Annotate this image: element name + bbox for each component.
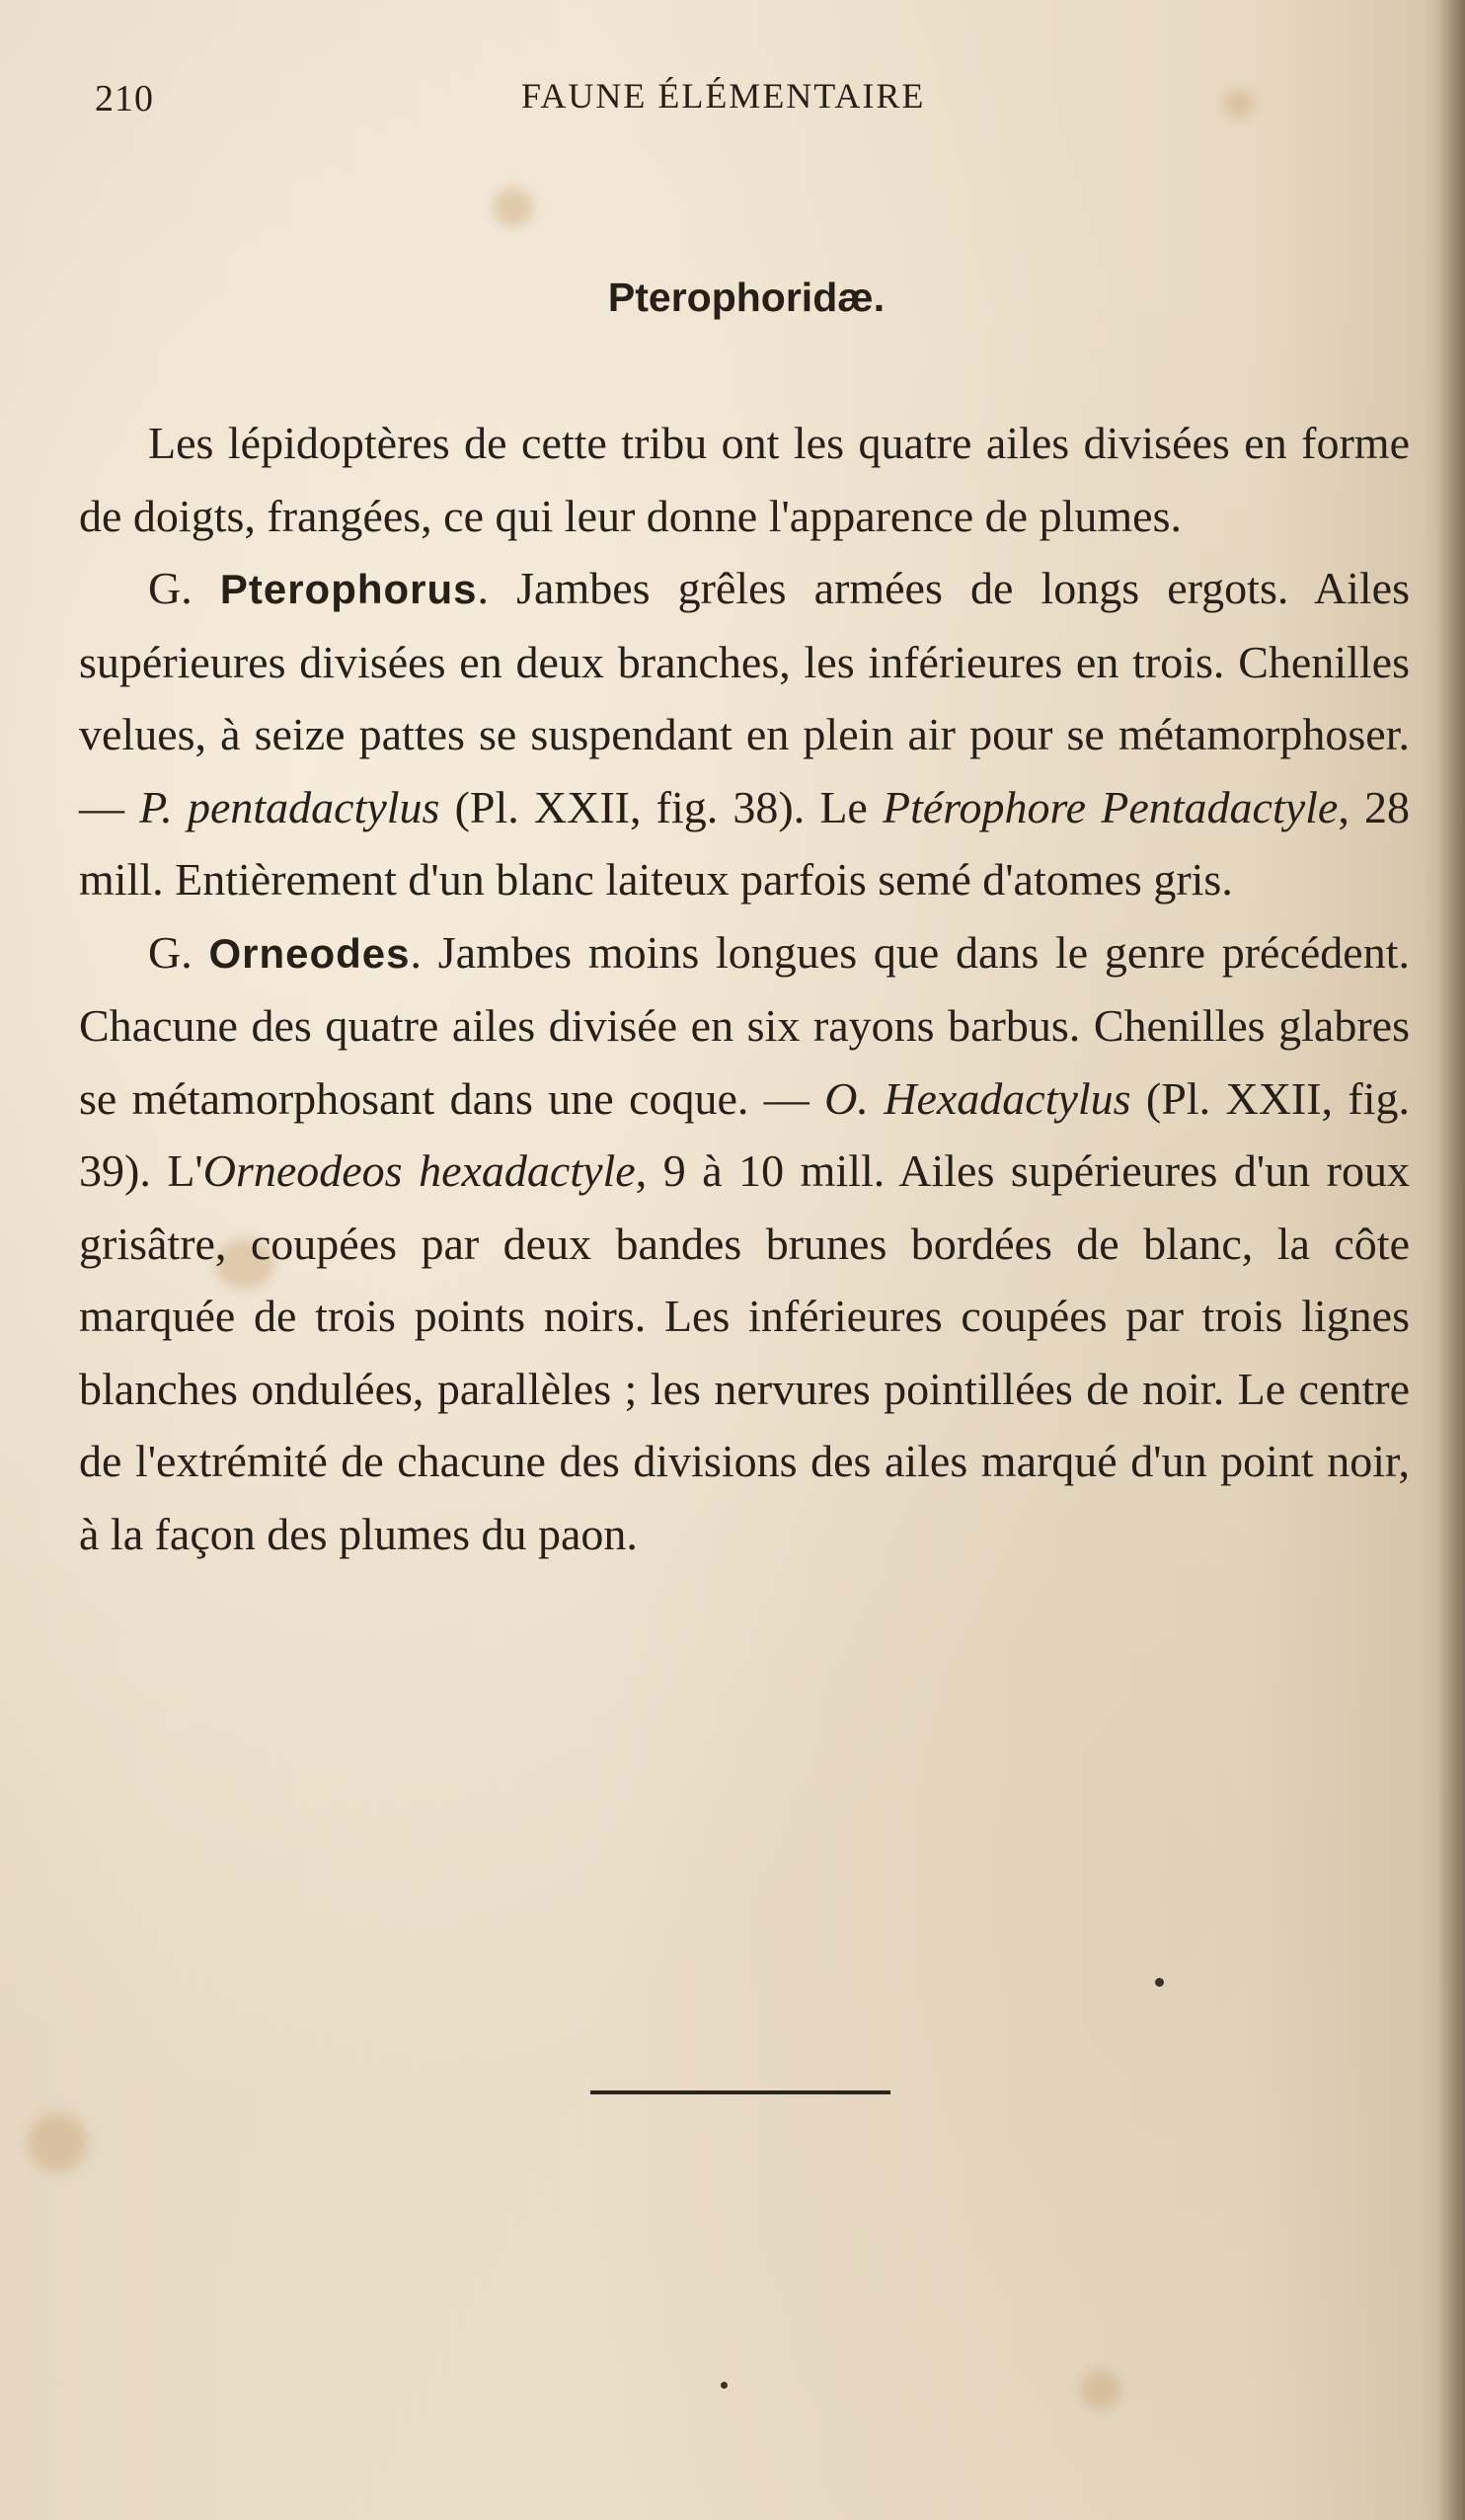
paragraph-text: (Pl. XXII, fig. 39). L' (79, 1072, 1411, 1196)
section-end-rule (590, 2090, 890, 2094)
orneodes-paragraph (79, 916, 1410, 1571)
paragraph-text: (Pl. XXII, fig. 38). Le (439, 781, 883, 832)
section-title: Pterophoridæ. (607, 275, 886, 320)
page-gutter-shadow (1437, 0, 1465, 2520)
ink-speck (721, 2382, 728, 2389)
species-common-name: Ptérophore Pentadactyle (883, 781, 1339, 832)
body-text (79, 407, 1410, 1570)
species-name: P. pentadactylus (139, 781, 440, 832)
page-number: 210 (95, 78, 154, 119)
ink-speck (1155, 1978, 1164, 1987)
paragraph-text: , 28 mill. Entièrement d'un blanc laiteux parfois semé d'atomes gris. (79, 781, 1410, 905)
running-header (0, 71, 1465, 120)
species-name: O. Hexadactylus (824, 1072, 1131, 1124)
genus-prefix: G. (148, 563, 193, 613)
genus-name: Pterophorus (219, 566, 478, 612)
genus-prefix: G. (148, 926, 193, 978)
paragraph-text: , 9 à 10 mill. Ailes supérieures d'un roux grisâtre, coupées par deux bandes brunes bordées de blanc, la côte marquée de trois points noirs. Les inférieures coupées par trois lignes blanches ondulées, parallèles ; les nervures pointillées de noir. Le centre de l'extrémité de chacune des divisions des ailes marqué d'un point noir, à la façon des plumes du paon. (79, 1145, 1410, 1559)
intro-paragraph: Les lépidoptères de cette tribu ont les quatre ailes divisées en forme de doigts, frangées, ce qui leur donne l'apparence de plumes. (79, 418, 1410, 541)
paper-stain (494, 188, 533, 227)
paragraph-text: . Jambes moins longues que dans le genre précédent. Chacune des quatre ailes divisée en six rayons barbus. Chenilles glabres se métamorphosant dans une coque. — (79, 926, 1410, 1124)
species-common-name: Orneodeos hexadactyle (202, 1145, 636, 1196)
paper-stain (28, 2113, 87, 2172)
paper-stain (1081, 2370, 1120, 2409)
running-title: FAUNE ÉLÉMENTAIRE (521, 76, 926, 116)
paragraph-text: . Jambes grêles armées de longs ergots. Ailes supérieures divisées en deux branches, les inférieures en trois. Chenilles velues, à seize pattes se suspendant en plein air pour se métamorphoser. — (79, 563, 1411, 832)
pterophorus-paragraph (79, 552, 1410, 916)
genus-name: Orneodes (208, 929, 411, 977)
